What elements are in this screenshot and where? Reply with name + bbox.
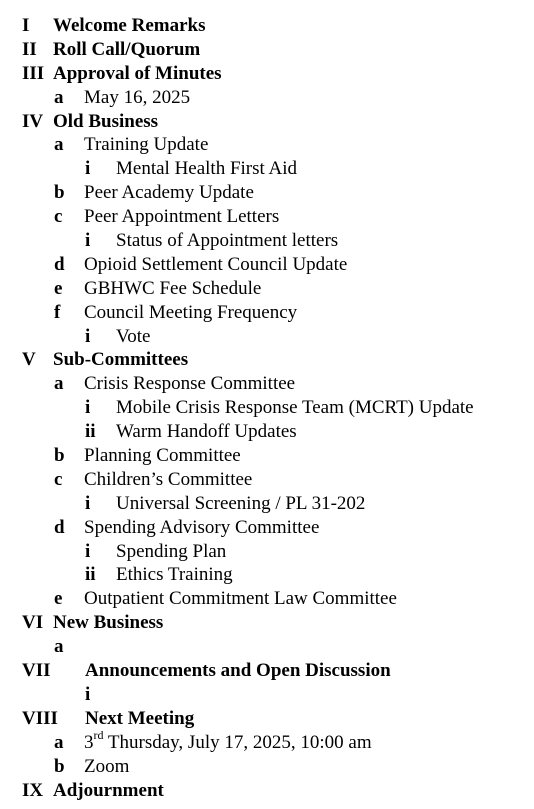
agenda-item-marker: i xyxy=(85,540,91,562)
agenda-item-marker: VI xyxy=(22,612,44,634)
agenda-item-marker: i xyxy=(85,492,91,514)
agenda-item-level-2 xyxy=(0,587,534,611)
agenda-item-label: Mobile Crisis Response Team (MCRT) Update xyxy=(116,397,474,419)
agenda-item-level-2 xyxy=(0,301,534,325)
agenda-item-marker: i xyxy=(85,683,91,705)
agenda-item-level-3 xyxy=(0,420,534,444)
agenda-item-level-3 xyxy=(0,492,534,516)
agenda-item-text xyxy=(53,62,222,86)
agenda-item-marker: i xyxy=(85,158,91,180)
agenda-item-level-3 xyxy=(0,157,534,181)
agenda-item-label: Spending Advisory Committee xyxy=(84,516,320,538)
agenda-item-marker: a xyxy=(54,134,64,156)
agenda-item-text xyxy=(116,420,297,444)
agenda-item-level-2 xyxy=(0,516,534,540)
agenda-item-text xyxy=(53,110,158,134)
agenda-item-label: Zoom xyxy=(84,755,130,777)
agenda-item-text xyxy=(85,659,391,683)
agenda-item-label: Roll Call/Quorum xyxy=(53,38,201,60)
agenda-item-level-1 xyxy=(0,659,534,683)
agenda-item-marker: ii xyxy=(85,421,96,443)
agenda-item-level-2 xyxy=(0,86,534,110)
agenda-item-marker: c xyxy=(54,206,63,228)
agenda-item-label-rest: Thursday, July 17, 2025, 10:00 am xyxy=(103,731,372,753)
agenda-item-label: Planning Committee xyxy=(84,445,241,467)
agenda-item-marker: a xyxy=(54,86,64,108)
agenda-item-label: Approval of Minutes xyxy=(53,62,222,84)
agenda-item-marker: a xyxy=(54,731,64,753)
agenda-item-text xyxy=(84,253,347,277)
agenda-item-label: GBHWC Fee Schedule xyxy=(84,277,262,299)
agenda-item-marker: b xyxy=(54,445,65,467)
agenda-item-marker: VII xyxy=(22,660,51,682)
agenda-item-level-1 xyxy=(0,348,534,372)
agenda-item-text xyxy=(53,38,200,62)
agenda-item-text xyxy=(84,516,319,540)
agenda-item-level-2 xyxy=(0,372,534,396)
agenda-item-marker: II xyxy=(22,38,37,60)
agenda-item-label: Announcements and Open Discussion xyxy=(85,660,391,682)
agenda-item-text xyxy=(116,492,365,516)
agenda-item-text xyxy=(84,181,254,205)
agenda-item-level-1 xyxy=(0,779,534,803)
agenda-item-marker: a xyxy=(54,373,64,395)
agenda-item-level-2 xyxy=(0,205,534,229)
agenda-item-label: Vote xyxy=(116,325,151,347)
agenda-item-level-2 xyxy=(0,755,534,779)
agenda-item-text xyxy=(53,348,188,372)
agenda-list xyxy=(0,14,534,802)
agenda-item-label: Crisis Response Committee xyxy=(84,373,296,395)
agenda-item-label: Mental Health First Aid xyxy=(116,158,298,180)
agenda-item-marker: i xyxy=(85,230,91,252)
agenda-item-text xyxy=(84,587,397,611)
agenda-item-text xyxy=(84,301,297,325)
agenda-item-text xyxy=(53,14,205,38)
agenda-item-marker: b xyxy=(54,755,65,777)
agenda-item-label: Peer Appointment Letters xyxy=(84,206,280,228)
agenda-item-text xyxy=(84,468,252,492)
agenda-item-label: Adjournment xyxy=(53,779,164,801)
agenda-item-level-1 xyxy=(0,38,534,62)
agenda-item-text xyxy=(116,157,297,181)
agenda-item-label: Ethics Training xyxy=(116,564,233,586)
agenda-item-marker: a xyxy=(54,636,64,658)
agenda-item-text xyxy=(84,133,208,157)
agenda-item-level-1 xyxy=(0,110,534,134)
agenda-item-label: May 16, 2025 xyxy=(84,86,191,108)
agenda-item-text xyxy=(116,396,474,420)
agenda-item-label: Council Meeting Frequency xyxy=(84,301,298,323)
agenda-item-level-1 xyxy=(0,707,534,731)
agenda-item-level-1 xyxy=(0,62,534,86)
agenda-item-label: 3 xyxy=(84,731,94,753)
agenda-item-label: Old Business xyxy=(53,110,159,132)
agenda-item-label: Next Meeting xyxy=(85,707,195,729)
agenda-item-text xyxy=(53,779,164,803)
agenda-item-label: Sub-Committees xyxy=(53,349,189,371)
agenda-item-label: Children’s Committee xyxy=(84,468,253,490)
agenda-item-level-3 xyxy=(0,540,534,564)
ordinal-suffix: rd xyxy=(93,728,104,743)
agenda-item-text xyxy=(84,205,279,229)
agenda-item-text xyxy=(84,728,372,755)
agenda-item-label: Training Update xyxy=(84,134,209,156)
agenda-item-label: Welcome Remarks xyxy=(53,15,206,36)
agenda-item-label: Spending Plan xyxy=(116,540,227,562)
agenda-item-marker: e xyxy=(54,588,63,610)
agenda-item-text xyxy=(116,229,338,253)
agenda-item-level-1 xyxy=(0,14,534,38)
agenda-item-label: New Business xyxy=(53,612,164,634)
agenda-item-label: Warm Handoff Updates xyxy=(116,421,297,443)
agenda-item-label: Universal Screening / PL 31-202 xyxy=(116,492,366,514)
agenda-item-text xyxy=(84,277,261,301)
agenda-item-text xyxy=(116,563,233,587)
agenda-item-marker: III xyxy=(22,62,45,84)
agenda-item-level-2 xyxy=(0,468,534,492)
agenda-item-level-2 xyxy=(0,635,534,659)
agenda-item-marker: VIII xyxy=(22,707,58,729)
agenda-item-marker: i xyxy=(85,397,91,419)
agenda-item-marker: d xyxy=(54,516,65,538)
agenda-item-label: Status of Appointment letters xyxy=(116,230,339,252)
agenda-item-text xyxy=(84,86,190,110)
agenda-item-marker: e xyxy=(54,277,63,299)
agenda-item-level-3 xyxy=(0,229,534,253)
agenda-item-level-2 xyxy=(0,133,534,157)
agenda-item-text xyxy=(84,372,295,396)
agenda-item-marker: IV xyxy=(22,110,44,132)
agenda-item-marker: IX xyxy=(22,779,44,801)
agenda-item-level-2 xyxy=(0,728,534,755)
agenda-item-level-3 xyxy=(0,683,534,707)
agenda-item-marker: I xyxy=(22,15,30,36)
agenda-item-marker: b xyxy=(54,182,65,204)
agenda-item-level-2 xyxy=(0,253,534,277)
agenda-item-text xyxy=(53,611,163,635)
agenda-item-text xyxy=(116,540,226,564)
agenda-item-level-2 xyxy=(0,444,534,468)
agenda-item-level-3 xyxy=(0,563,534,587)
agenda-item-text xyxy=(84,755,129,779)
agenda-item-label: Outpatient Commitment Law Committee xyxy=(84,588,397,610)
agenda-item-text xyxy=(116,325,150,349)
agenda-item-text xyxy=(84,444,241,468)
agenda-item-level-2 xyxy=(0,277,534,301)
agenda-item-level-3 xyxy=(0,325,534,349)
agenda-item-marker: d xyxy=(54,253,65,275)
agenda-item-marker: f xyxy=(54,301,61,323)
agenda-item-level-3 xyxy=(0,396,534,420)
agenda-item-marker: ii xyxy=(85,564,96,586)
agenda-item-level-1 xyxy=(0,611,534,635)
agenda-item-marker: V xyxy=(22,349,36,371)
agenda-item-marker: c xyxy=(54,468,63,490)
agenda-item-level-2 xyxy=(0,181,534,205)
agenda-item-label: Peer Academy Update xyxy=(84,182,254,204)
agenda-item-label: Opioid Settlement Council Update xyxy=(84,253,348,275)
agenda-item-marker: i xyxy=(85,325,91,347)
